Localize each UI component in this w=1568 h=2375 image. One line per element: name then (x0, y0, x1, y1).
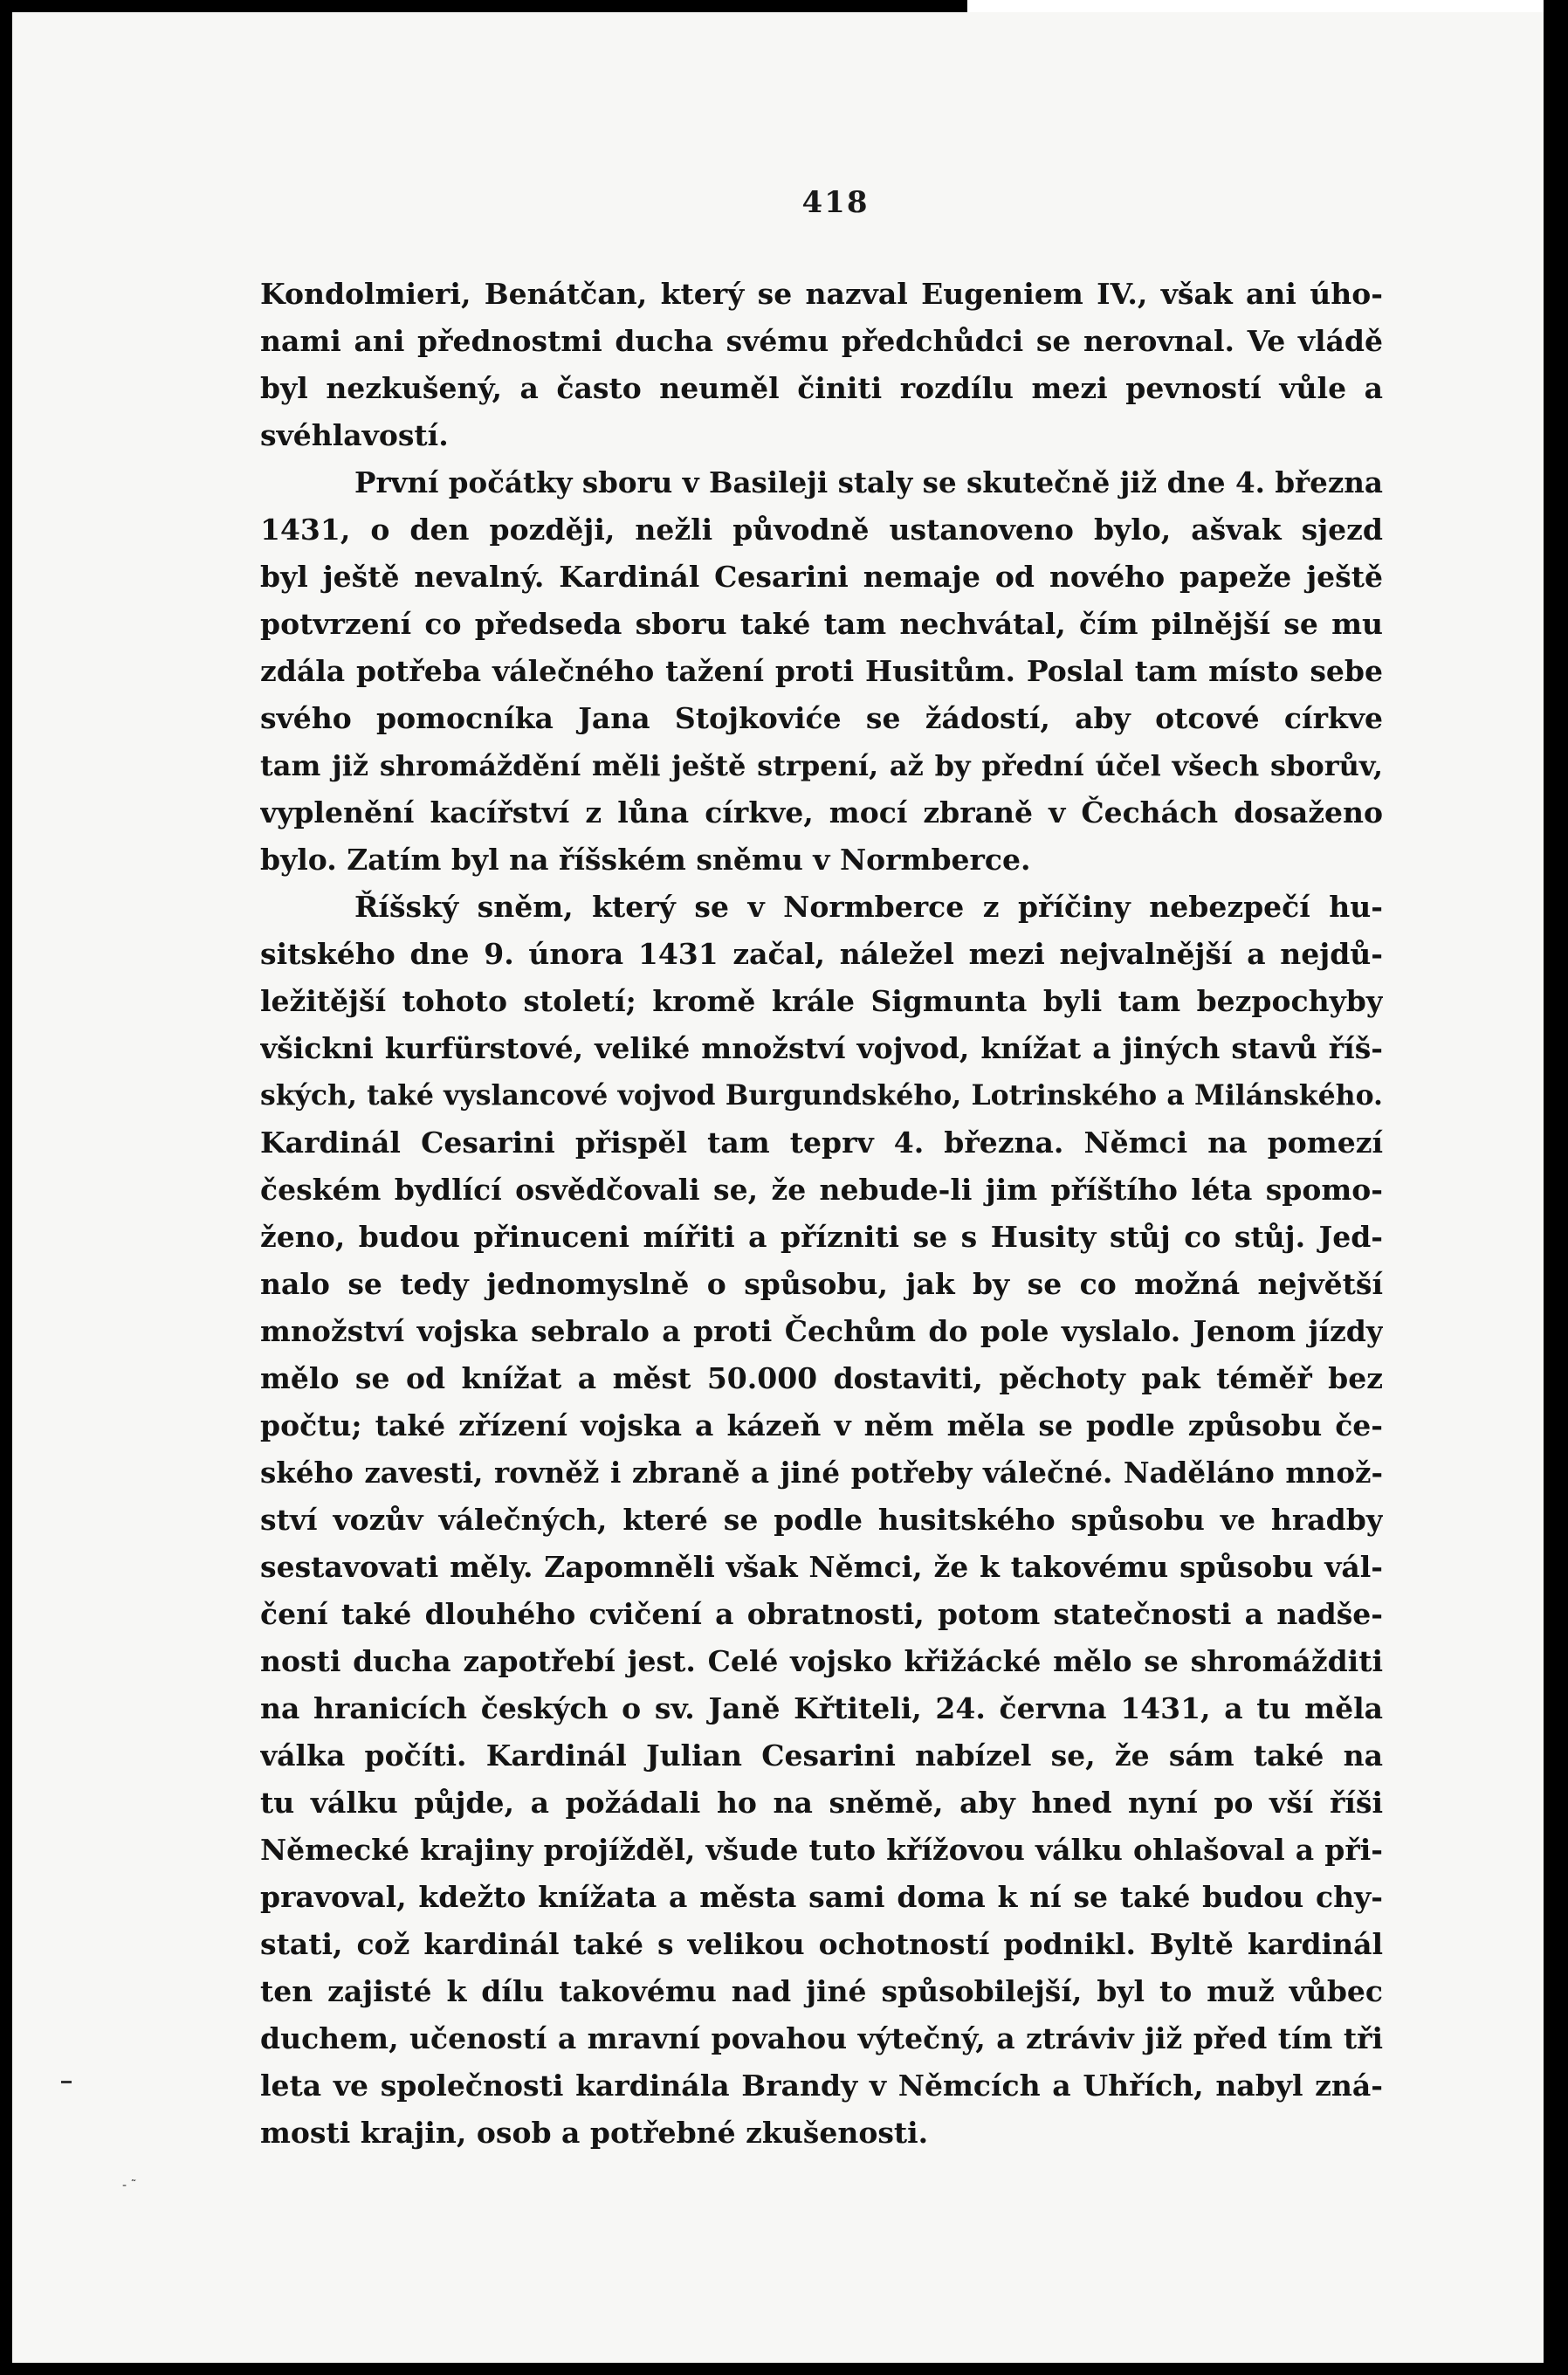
body-text (260, 271, 1383, 2157)
paragraph (260, 884, 1383, 2157)
text-line: byl nezkušený, a často neuměl činiti rozdílu mezi pevností vůle a (260, 371, 1383, 405)
text-line: válka počíti. Kardinál Julian Cesarini nabízel se, že sám také na (260, 1738, 1383, 1773)
text-line: stati, což kardinál také s velikou ochotností podnikl. Byltě kardinál (260, 1927, 1383, 1961)
scan-speck-mark: - ˜ (122, 2179, 137, 2193)
text-line: ských, také vyslancové vojvod Burgundského, Lotrinského a Milánského. (260, 1079, 1383, 1112)
text-line: tu válku půjde, a požádali ho na sněmě, aby hned nyní po vší říši (260, 1786, 1383, 1820)
text-line: množství vojska sebralo a proti Čechům do pole vyslalo. Jenom jízdy (260, 1314, 1383, 1348)
text-line: Kondolmieri, Benátčan, který se nazval Eugeniem IV., však ani úho- (260, 277, 1383, 311)
text-line: pravoval, kdežto knížata a města sami doma k ní se také budou chy- (260, 1880, 1383, 1914)
page-top-edge (967, 0, 1544, 12)
text-line: ského zavesti, rovněž i zbraně a jiné potřeby válečné. Naděláno množ- (260, 1456, 1383, 1490)
text-line: všickni kurfürstové, veliké množství vojvod, knížat a jiných stavů říš- (260, 1031, 1383, 1065)
text-line: počtu; také zřízení vojska a kázeň v něm měla se podle způsobu če- (260, 1408, 1383, 1442)
paragraph (260, 459, 1383, 884)
text-line: potvrzení co předseda sboru také tam nechvátal, čím pilnější se mu (260, 607, 1383, 641)
text-line: Německé krajiny projížděl, všude tuto křížovou válku ohlašoval a při- (260, 1833, 1383, 1867)
text-line: bylo. Zatím byl na říšském sněmu v Normberce. (260, 843, 1031, 877)
text-line: českém bydlící osvědčovali se, že nebude-li jim příštího léta spomo- (260, 1173, 1383, 1207)
text-line: byl ještě nevalný. Kardinál Cesarini nemaje od nového papeže ještě (260, 560, 1383, 594)
text-line: ství vozův válečných, které se podle husitského spůsobu ve hradby (260, 1503, 1383, 1537)
text-line: Říšský sněm, který se v Normberce z příčiny nebezpečí hu- (354, 890, 1383, 924)
book-page (12, 12, 1544, 2363)
text-line: svéhlavostí. (260, 418, 449, 452)
text-line: nosti ducha zapotřebí jest. Celé vojsko křižácké mělo se shromážditi (260, 1644, 1383, 1678)
text-line: zdála potřeba válečného tažení proti Husitům. Poslal tam místo sebe (260, 654, 1383, 688)
text-line: svého pomocníka Jana Stojkoviće se žádostí, aby otcové církve (260, 701, 1383, 735)
text-line: leta ve společnosti kardinála Brandy v Němcích a Uhřích, nabyl zná- (260, 2069, 1383, 2103)
text-line: na hranicích českých o sv. Janě Křtiteli, 24. června 1431, a tu měla (260, 1691, 1383, 1725)
text-line: nami ani přednostmi ducha svému předchůdci se nerovnal. Ve vládě (260, 324, 1383, 358)
text-line: ženo, budou přinuceni mířiti a přízniti se s Husity stůj co stůj. Jed- (260, 1220, 1383, 1254)
text-line: vyplenění kacířství z lůna církve, mocí zbraně v Čechách dosaženo (260, 795, 1383, 830)
paragraph (260, 271, 1383, 459)
text-line: mosti krajin, osob a potřebné zkušenosti. (260, 2116, 929, 2150)
text-line: sitského dne 9. února 1431 začal, náležel mezi nejvalnější a nejdů- (260, 937, 1383, 971)
text-line: sestavovati měly. Zapomněli však Němci, že k takovému spůsobu vál- (260, 1550, 1383, 1584)
text-line: 1431, o den později, nežli původně ustanoveno bylo, ašvak sjezd (260, 513, 1383, 547)
text-line: čení také dlouhého cvičení a obratnosti, potom statečnosti a nadše- (260, 1597, 1383, 1631)
text-line: mělo se od knížat a měst 50.000 dostaviti, pěchoty pak téměř bez (260, 1361, 1383, 1395)
text-line: tam již shromáždění měli ještě strpení, až by přední účel všech sborův, (260, 749, 1383, 782)
scan-speck (61, 2081, 72, 2083)
text-line: První počátky sboru v Basileji staly se skutečně již dne 4. března (354, 465, 1383, 499)
text-line: Kardinál Cesarini přispěl tam teprv 4. března. Němci na pomezí (260, 1126, 1383, 1160)
text-line: nalo se tedy jednomyslně o spůsobu, jak by se co možná největší (260, 1267, 1383, 1301)
text-line: duchem, učeností a mravní povahou výtečný, a ztráviv již před tím tři (260, 2021, 1383, 2055)
page-number: 418 (801, 185, 870, 220)
text-line: ležitější tohoto století; kromě krále Sigmunta byli tam bezpochyby (260, 984, 1383, 1018)
text-line: ten zajisté k dílu takovému nad jiné spůsobilejší, byl to muž vůbec (260, 1974, 1383, 2008)
